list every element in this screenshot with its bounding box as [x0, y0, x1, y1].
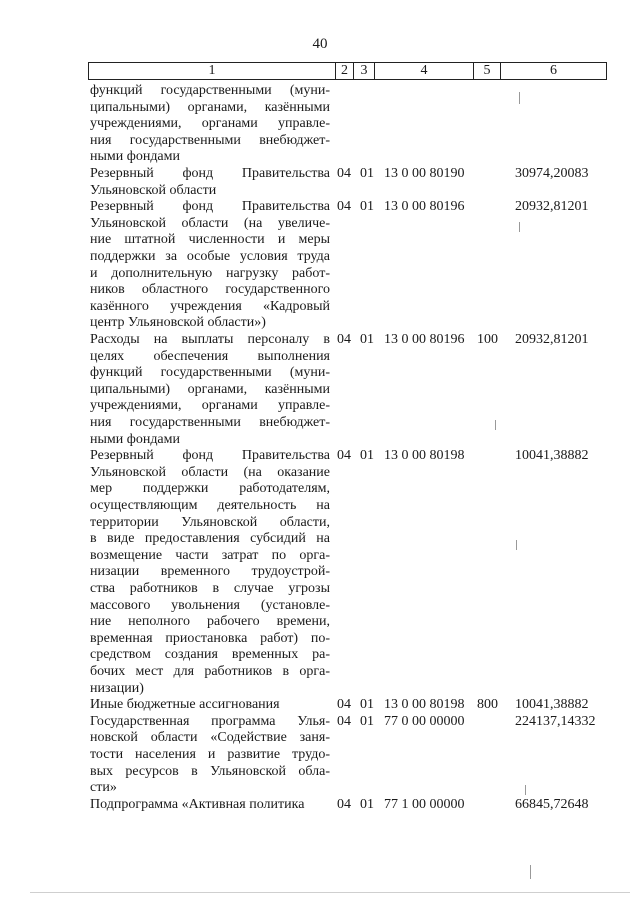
row-name-line: временная приостановка работ) по- — [90, 630, 330, 646]
row-name-line: тости населения и развитие трудо- — [90, 746, 330, 762]
row-name-line: возмещение части затрат по орга- — [90, 547, 330, 563]
row-name-line: ципальными) органами, казёнными — [90, 99, 330, 115]
header-col-4: 4 — [375, 62, 474, 80]
header-col-6: 6 — [501, 62, 607, 80]
row-name-line: Иные бюджетные ассигнования — [90, 697, 280, 713]
cell-csr: 13 0 00 80196 — [384, 332, 465, 347]
cell-rz: 04 — [337, 199, 351, 215]
scan-mark — [530, 865, 531, 879]
scan-mark — [519, 222, 520, 232]
page-number: 40 — [312, 36, 328, 52]
row-name-line: Ульяновской области (на оказание — [90, 464, 330, 480]
cell-rz: 04 — [337, 448, 351, 464]
row-name-line: в виде предоставления субсидий на — [90, 531, 330, 547]
row-name-line: бочих мест для работников в орга- — [90, 663, 330, 679]
cell-rz: 04 — [337, 713, 351, 729]
cell-sum: 10041,38882 — [515, 697, 589, 713]
cell-csr: 77 1 00 00000 — [384, 796, 465, 812]
cell-csr: 13 0 00 80196 — [384, 199, 465, 215]
row-name-line: Расходы на выплаты персоналу в — [90, 332, 330, 347]
scan-mark — [525, 785, 526, 795]
row-name-line: Ульяновской области (на увеличе- — [90, 215, 330, 231]
cell-pr: 01 — [360, 713, 374, 729]
cell-csr: 77 0 00 00000 — [384, 713, 465, 729]
row-name-line: вых ресурсов в Ульяновской обла- — [90, 763, 330, 779]
row-name-line: казённого учреждения «Кадровый — [90, 298, 330, 314]
cell-csr: 13 0 00 80198 — [384, 448, 465, 464]
header-col-3: 3 — [354, 62, 375, 80]
row-name — [90, 199, 330, 332]
row-name-line: учреждениями, органами управле- — [90, 116, 330, 132]
row-name-line: ципальными) органами, казёнными — [90, 381, 330, 397]
row-name — [90, 332, 330, 448]
row-name-line: функций государственными (муни- — [90, 365, 330, 381]
cell-sum: 66845,72648 — [515, 796, 589, 812]
cell-sum: 30974,20083 — [515, 166, 589, 181]
header-col-1: 1 — [88, 62, 336, 80]
scan-mark — [519, 92, 520, 104]
cell-pr: 01 — [360, 448, 374, 464]
cell-rz: 04 — [337, 697, 351, 713]
row-name-line: поддержки за особые условия труда — [90, 248, 330, 264]
row-name-line: Резервный фонд Правительства — [90, 199, 330, 215]
row-name-line: Подпрограмма «Активная политика — [90, 796, 305, 812]
row-name-line: целях обеспечения выполнения — [90, 348, 330, 364]
row-name-line: Резервный фонд Правительства — [90, 166, 330, 181]
row-name-line: Государственная программа Улья- — [90, 713, 330, 729]
row-name-line: сти» — [90, 780, 117, 796]
row-name-line: функций государственными (муни- — [90, 83, 330, 98]
cell-rz: 04 — [337, 166, 351, 181]
row-name — [90, 83, 330, 166]
row-name — [90, 714, 330, 797]
row-name-line: средством создания временных ра- — [90, 647, 330, 663]
row-name — [90, 697, 330, 714]
row-name-line: ние неполного рабочего времени, — [90, 614, 330, 630]
row-name-line: массового увольнения (установле- — [90, 597, 330, 613]
row-name-line: низации временного трудоустрой- — [90, 564, 330, 580]
row-name-line: центр Ульяновской области») — [90, 315, 266, 331]
cell-csr: 13 0 00 80190 — [384, 166, 465, 181]
row-name-line: мер поддержки работодателям, — [90, 481, 330, 497]
row-name-line: ства работников в случае угрозы — [90, 580, 330, 596]
cell-vr: 100 — [477, 332, 498, 347]
cell-sum: 10041,38882 — [515, 448, 589, 464]
row-name-line: Резервный фонд Правительства — [90, 448, 330, 464]
row-name-line: ными фондами — [90, 431, 181, 447]
row-name-line: новской области «Содействие заня- — [90, 730, 330, 746]
cell-sum: 20932,81201 — [515, 332, 589, 347]
row-name-line: учреждениями, органами управле- — [90, 398, 330, 414]
cell-pr: 01 — [360, 199, 374, 215]
cell-pr: 01 — [360, 697, 374, 713]
row-name-line: и дополнительную нагрузку работ- — [90, 265, 330, 281]
header-col-2: 2 — [336, 62, 354, 80]
row-name-line: осуществляющим деятельность на — [90, 497, 330, 513]
cell-sum: 224137,14332 — [515, 713, 596, 729]
row-name-line: ние штатной численности и меры — [90, 232, 330, 248]
header-col-5: 5 — [474, 62, 501, 80]
row-name — [90, 166, 330, 199]
cell-pr: 01 — [360, 166, 374, 181]
row-name — [90, 797, 330, 814]
row-name — [90, 448, 330, 697]
row-name-line: ными фондами — [90, 149, 181, 165]
cell-vr: 800 — [477, 697, 498, 713]
row-name-line: низации) — [90, 680, 144, 696]
scan-mark — [516, 540, 517, 550]
row-name-line: ния государственными внебюджет- — [90, 132, 330, 148]
scan-bottom-edge — [30, 892, 630, 893]
row-name-line: ников областного государственного — [90, 282, 330, 298]
row-name-line: ния государственными внебюджет- — [90, 414, 330, 430]
cell-csr: 13 0 00 80198 — [384, 697, 465, 713]
cell-rz: 04 — [337, 796, 351, 812]
cell-pr: 01 — [360, 332, 374, 347]
cell-sum: 20932,81201 — [515, 199, 589, 215]
cell-rz: 04 — [337, 332, 351, 347]
scan-mark — [495, 420, 496, 430]
row-name-line: Ульяновской области — [90, 182, 217, 198]
row-name-line: территории Ульяновской области, — [90, 514, 330, 530]
cell-pr: 01 — [360, 796, 374, 812]
